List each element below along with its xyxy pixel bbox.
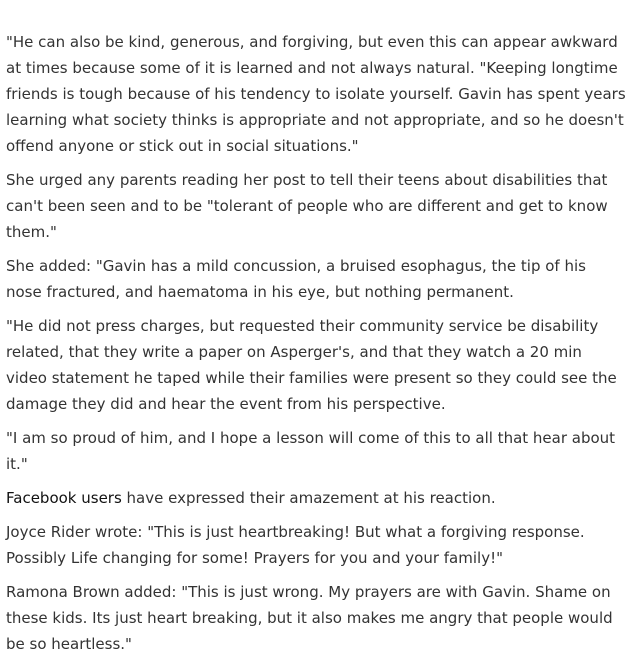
paragraph-8: Ramona Brown added: "This is just wrong. My prayers are with Gavin. Shame on these kids. Its just heart breaking, but it also makes me angry that people would be so heartless." <box>6 583 613 653</box>
paragraph-5: "I am so proud of him, and I hope a lesson will come of this to all that hear about it." <box>6 429 616 473</box>
paragraph-1: "He can also be kind, generous, and forgiving, but even this can appear awkward at times because some of it is learned and not always natural. "Keeping longtime friends is tough because of his tendency to isolate yourself. Gavin has spent years learning what society thinks is appropriate and not appropriate, and so he doesn't offend anyone or stick out in social situations." <box>6 33 626 155</box>
paragraph-6 <box>6 485 626 511</box>
facebook-users-link[interactable]: Facebook users <box>6 489 122 507</box>
paragraph-2: She urged any parents reading her post to tell their teens about disabilities that can't been seen and to be "tolerant of people who are different and get to know them." <box>6 171 608 241</box>
paragraph-3: She added: "Gavin has a mild concussion, a bruised esophagus, the tip of his nose fractured, and haematoma in his eye, but nothing permanent. <box>6 257 586 301</box>
article-body <box>6 29 626 665</box>
paragraph-7: Joyce Rider wrote: "This is just heartbreaking! But what a forgiving response. Possibly Life changing for some! Prayers for you and your family!" <box>6 523 585 567</box>
paragraph-6-text: have expressed their amazement at his reaction. <box>121 489 496 507</box>
paragraph-4: "He did not press charges, but requested their community service be disability related, that they write a paper on Asperger's, and that they watch a 20 min video statement he taped while their families were present so they could see the damage they did and hear the event from his perspective. <box>6 317 617 413</box>
